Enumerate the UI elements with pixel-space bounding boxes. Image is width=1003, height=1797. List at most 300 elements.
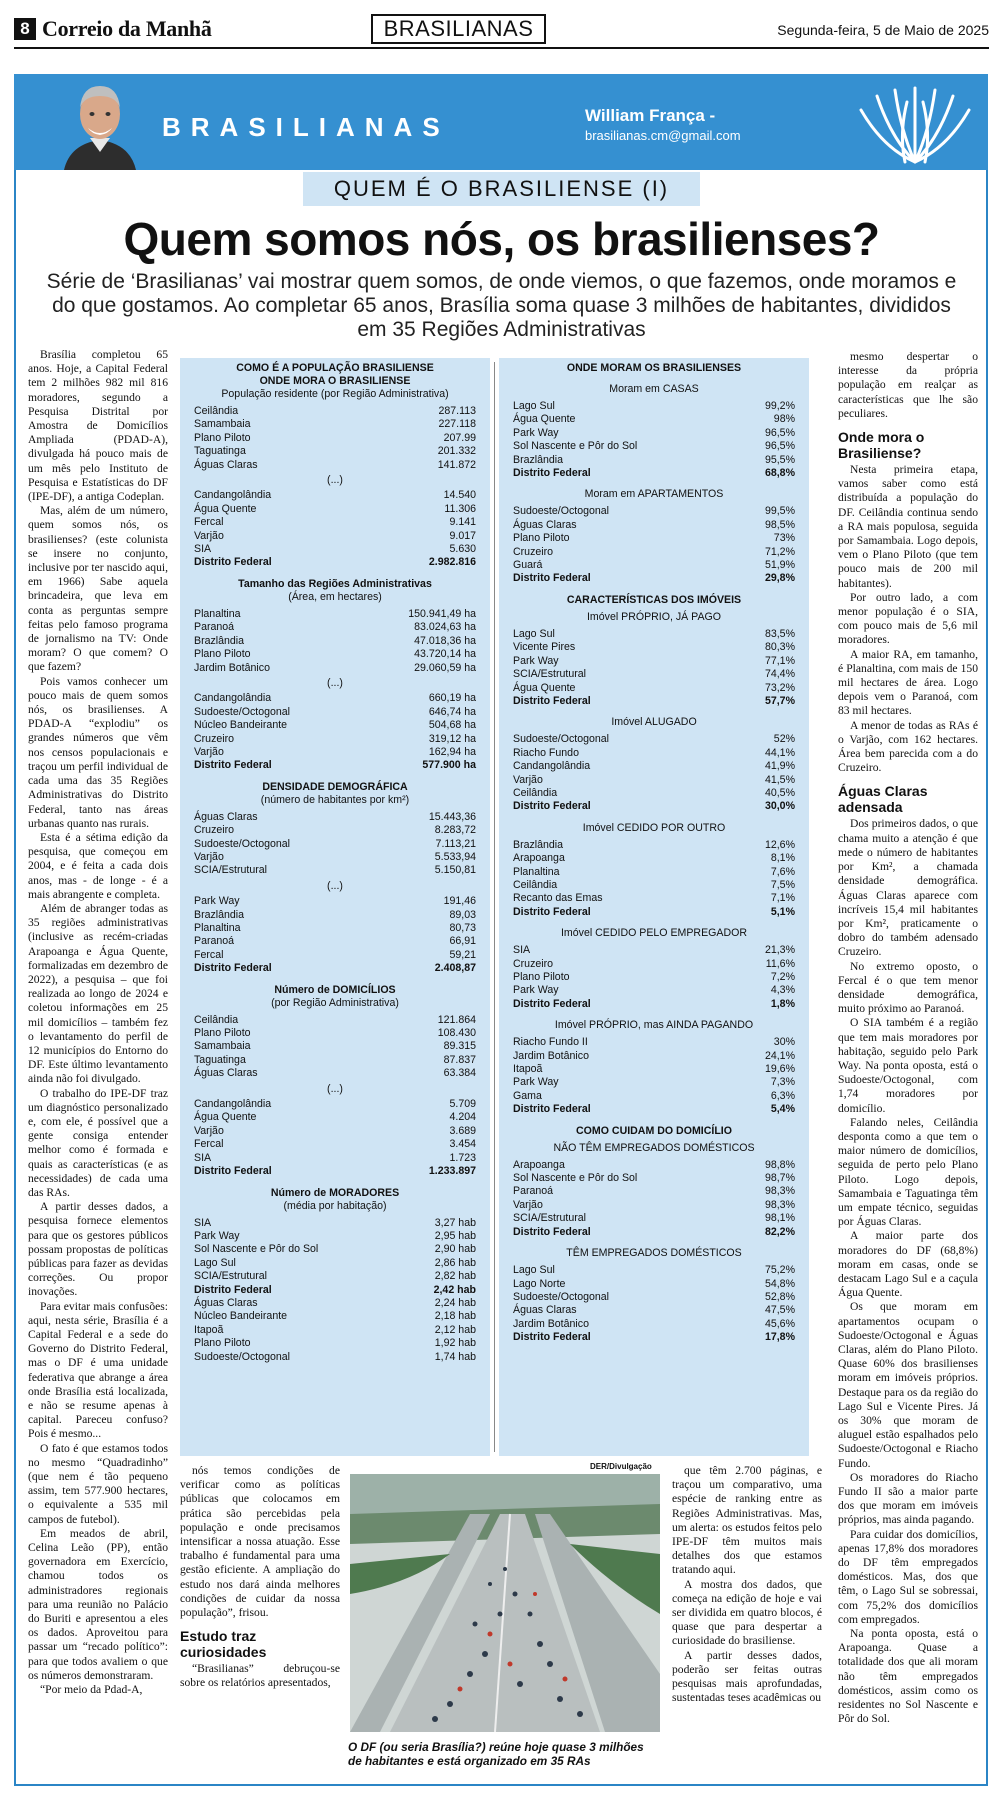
table-row [513, 747, 795, 760]
row-value: 2,90 hab [434, 1243, 476, 1256]
table-row [194, 1054, 476, 1067]
row-value: 2,95 hab [434, 1229, 476, 1242]
table-row [194, 1098, 476, 1111]
row-label: Riacho Fundo II [513, 1036, 588, 1049]
row-value: 80,3% [764, 641, 795, 654]
row-value: 59,21 [449, 948, 476, 961]
paragraph: Em meados de abril, Celina Leão (PP), então governadora em Exercício, chamou todos os administradores regionais para uma reunião no Palácio do Buriti e apresentou a eles os dados. Aproveitou para passar um “recado político”: para que todos avaliem o que os números demonstraram. [28, 1526, 168, 1682]
row-value: 11,6% [765, 957, 795, 970]
row-value: 577.900 ha [422, 759, 476, 772]
stats-table-right [499, 358, 809, 1456]
table-row [194, 516, 476, 529]
row-value: 74,4% [764, 668, 795, 681]
table-row [194, 405, 476, 418]
table-subtitle: NÃO TÊM EMPREGADOS DOMÉSTICOS [553, 1141, 755, 1154]
table-row [194, 489, 476, 502]
row-label: Águas Claras [513, 518, 577, 531]
table-total-row [513, 1103, 795, 1116]
row-value: 82,2% [764, 1225, 795, 1238]
row-label: Paranoá [194, 621, 235, 634]
table-row [513, 655, 795, 668]
kicker: QUEM É O BRASILIENSE (I) [303, 172, 700, 206]
row-value: 2,18 hab [434, 1310, 476, 1323]
paragraph: Por outro lado, a com menor população é o SIA, com pouco mais de 5,6 mil moradores. [838, 590, 978, 647]
subheading: Águas Claras adensada [838, 783, 928, 816]
row-value: 7,3% [770, 1076, 795, 1089]
row-label: Varjão [194, 529, 224, 542]
row-label: Água Quente [513, 413, 576, 426]
row-label: Águas Claras [194, 810, 258, 823]
table-section [513, 822, 795, 919]
row-value: 24,1% [764, 1049, 795, 1062]
table-total-row [194, 962, 476, 975]
deck: Série de ‘Brasilianas’ vai mostrar quem somos, de onde viemos, o que fazemos, onde moramos e do que gostamos. Ao completar 65 anos, Brasília soma quase 3 milhões de habitantes, divididos em 35 Regiões Administrativas [46, 270, 957, 341]
table-total-row [513, 572, 795, 585]
row-label: Paranoá [194, 935, 235, 948]
row-value: 319,12 ha [428, 732, 476, 745]
row-value: 17,8% [764, 1331, 795, 1344]
row-label: Jardim Botânico [513, 1317, 589, 1330]
table-subtitle: (número de habitantes por km²) [260, 793, 410, 806]
table-row [513, 1304, 795, 1317]
row-label: Park Way [513, 426, 559, 439]
table-row [194, 621, 476, 634]
table-row [194, 1243, 476, 1256]
table-section [513, 594, 795, 708]
table-row [194, 1027, 476, 1040]
row-label: Fercal [194, 516, 224, 529]
table-row [513, 546, 795, 559]
row-label: Sudoeste/Octogonal [513, 733, 610, 746]
row-value: 207.99 [443, 431, 476, 444]
table-row [513, 1318, 795, 1331]
photo-credit: DER/Divulgação [590, 1462, 652, 1471]
row-label: Distrito Federal [513, 1103, 591, 1116]
row-label: Ceilândia [513, 878, 558, 891]
row-label: Taguatinga [194, 1053, 246, 1066]
row-label: Planaltina [513, 865, 560, 878]
row-value: 73,2% [764, 681, 795, 694]
row-label: SCIA/Estrutural [194, 864, 268, 877]
row-label: Água Quente [194, 1111, 257, 1124]
row-label: Park Way [513, 654, 559, 667]
row-label: Ceilândia [194, 1013, 239, 1026]
paragraph: Os moradores do Riacho Fundo II são a maior parte dos que moram em imóveis próprios, mas ainda pagando. [838, 1470, 978, 1527]
table-section [194, 578, 476, 773]
row-value: 1,74 hab [434, 1350, 476, 1363]
row-label: Park Way [513, 1076, 559, 1089]
row-value: 504,68 ha [428, 719, 476, 732]
paragraph: A maior RA, em tamanho, é Planaltina, com mais de 150 mil hectares de área. Logo depois vem o Paranoá, com 83 mil hectares. [838, 647, 978, 718]
table-subtitle: (por Região Administrativa) [271, 996, 399, 1009]
paragraph: A maior parte dos moradores do DF (68,8%) moram em casas, onde se destacam Lago Sul e a caçula Água Quente. [838, 1229, 978, 1300]
row-value: 287.113 [438, 405, 476, 417]
paragraph: Falando neles, Ceilândia desponta como a que tem o maior número de domicílios, seguida de perto pelo Plano Piloto. Logo depois, Samambaia e Taguatinga têm um empate técnico, seguidas por Águas Claras. [838, 1115, 978, 1229]
row-value: 5,4% [770, 1103, 795, 1116]
row-label: Ceilândia [194, 405, 239, 417]
row-value: 96,5% [764, 426, 795, 439]
table-total-row [513, 1226, 795, 1239]
row-value: 14.540 [443, 489, 476, 502]
table-row [194, 459, 476, 472]
row-label: Sudoeste/Octogonal [194, 837, 291, 850]
row-value: 99,5% [764, 505, 795, 518]
row-label: SIA [194, 1151, 212, 1164]
table-row [513, 454, 795, 467]
table-subtitle: Imóvel PRÓPRIO, JÁ PAGO [586, 610, 722, 623]
table-row [194, 1152, 476, 1165]
banner-title: BRASILIANAS [162, 112, 450, 142]
row-value: 41,5% [764, 773, 795, 786]
table-row [513, 1212, 795, 1225]
row-value: 98,5% [764, 518, 795, 531]
table-row [513, 944, 795, 957]
table-row [194, 662, 476, 675]
column-banner [14, 74, 988, 170]
row-value: 7.113,21 [435, 837, 476, 850]
row-label: Planaltina [194, 607, 241, 620]
row-value: 40,5% [764, 786, 795, 799]
table-row [513, 1036, 795, 1049]
row-label: SIA [194, 1216, 212, 1229]
row-label: Paranoá [513, 1185, 554, 1198]
row-value: 7,5% [770, 878, 795, 891]
table-subtitle: (Área, em hectares) [288, 590, 382, 603]
row-value: 83,5% [764, 627, 795, 640]
paragraph: Esta é a sétima edição da pesquisa, que começou em 2004, e é feita a cada dois anos, mas - de longe - é a mais abrangente e completa. [28, 830, 168, 901]
row-label: Cruzeiro [513, 545, 554, 558]
paragraph: Nesta primeira etapa, vamos saber como está distribuída a população do DF. Ceilândia continua sendo a RA mais populosa, seguida por Samambaia. Logo depois, vem o Plano Piloto (que tem pouco mais de 200 mil habitantes). [838, 463, 978, 590]
header-rule [14, 47, 989, 49]
row-value: 5.533,94 [434, 850, 476, 863]
table-row [513, 628, 795, 641]
paragraph: nós temos condições de verificar como as políticas públicas que colocamos em prática são percebidas pela população e onde precisamos intensificar a nossa atuação. Esse trabalho é fundamental para uma gestão eficiente. A ampliação do estudo nos dará ainda melhores condições de cuidar da nossa população”, frisou. [180, 1464, 340, 1620]
table-total-row [513, 467, 795, 480]
row-label: Núcleo Bandeirante [194, 719, 288, 732]
table-row [194, 1111, 476, 1124]
table-section [513, 488, 795, 585]
row-value: 21,3% [764, 944, 795, 957]
row-value: 1,92 hab [434, 1337, 476, 1350]
page-header [0, 0, 1003, 48]
table-row [513, 641, 795, 654]
table-section [513, 927, 795, 1011]
ellipsis: (...) [327, 1082, 343, 1095]
newspaper-name: Correio da Manhã [42, 16, 212, 41]
table-section [513, 1019, 795, 1116]
row-label: Varjão [194, 745, 224, 758]
table-total-row [194, 1284, 476, 1297]
row-value: 29.060,59 ha [414, 661, 476, 674]
row-value: 2,12 hab [434, 1323, 476, 1336]
table-row [194, 543, 476, 556]
table-row [194, 935, 476, 948]
row-label: Plano Piloto [194, 431, 251, 444]
row-value: 19,6% [764, 1063, 795, 1076]
row-value: 98,3% [764, 1185, 795, 1198]
row-value: 646,74 ha [428, 705, 476, 718]
row-label: Lago Norte [513, 1277, 566, 1290]
row-label: Candangolândia [194, 1098, 272, 1111]
stats-table-left [180, 358, 490, 1456]
row-label: Taguatinga [194, 445, 246, 458]
row-value: 5,1% [770, 905, 795, 918]
row-value: 121.864 [437, 1013, 476, 1026]
table-row [513, 1172, 795, 1185]
row-value: 83.024,63 ha [414, 621, 476, 634]
row-value: 201.332 [437, 445, 476, 458]
row-value: 89,03 [449, 908, 476, 921]
table-row [513, 519, 795, 532]
row-label: Distrito Federal [513, 800, 591, 813]
row-value: 7,2% [770, 971, 795, 983]
table-row [513, 879, 795, 892]
table-heading: COMO CUIDAM DO DOMICÍLIO [576, 1124, 732, 1137]
row-value: 98,1% [764, 1212, 795, 1225]
table-row [513, 400, 795, 413]
row-label: Sudoeste/Octogonal [513, 1290, 610, 1303]
row-value: 6,3% [770, 1089, 795, 1102]
row-value: 9.017 [449, 529, 476, 542]
row-label: Distrito Federal [513, 572, 591, 585]
article-column-mid-1 [180, 1464, 340, 1691]
row-label: Distrito Federal [513, 905, 591, 918]
row-label: Candangolândia [194, 692, 272, 705]
row-label: Candangolândia [194, 489, 272, 502]
row-label: Cruzeiro [513, 957, 554, 970]
table-row [194, 1310, 476, 1323]
ellipsis: (...) [327, 676, 343, 689]
row-label: Plano Piloto [194, 1337, 251, 1350]
row-label: Distrito Federal [513, 694, 591, 707]
table-row [513, 892, 795, 905]
table-row [194, 503, 476, 516]
table-section [513, 1247, 795, 1344]
row-value: 3,27 hab [434, 1216, 476, 1229]
row-label: Arapoanga [513, 852, 565, 865]
table-row [194, 692, 476, 705]
row-value: 2,82 hab [434, 1270, 476, 1283]
table-total-row [194, 1165, 476, 1178]
table-total-row [513, 906, 795, 919]
table-row [194, 811, 476, 824]
table-subtitle: Imóvel CEDIDO POR OUTRO [582, 821, 726, 834]
row-label: Arapoanga [513, 1158, 565, 1171]
table-section [194, 781, 476, 976]
table-row [513, 559, 795, 572]
row-label: Águas Claras [194, 1296, 258, 1309]
table-title: Número de MORADORES [270, 1186, 400, 1199]
paragraph: Para evitar mais confusões: aqui, nesta série, Brasília é a Capital Federal e a sede do Governo do Distrito Federal, mas o DF é uma unidade federativa que abrange a área onde Brasília está localizada, e não se resume apenas à capital. Pareceu confuso? Pois é mesmo... [28, 1299, 168, 1441]
row-value: 51,9% [764, 559, 795, 572]
row-value: 4,3% [770, 984, 795, 997]
photo-caption: O DF (ou seria Brasília?) reúne hoje quase 3 milhões de habitantes e está organizado em 35 RAs [348, 1740, 644, 1768]
row-label: Fercal [194, 948, 224, 961]
table-row [194, 909, 476, 922]
row-value: 1.233.897 [428, 1165, 476, 1178]
row-value: 162,94 ha [428, 745, 476, 758]
row-label: Sudoeste/Octogonal [513, 505, 610, 518]
table-row [194, 922, 476, 935]
table-row [194, 1270, 476, 1283]
row-label: Brazlândia [513, 453, 564, 466]
row-value: 75,2% [764, 1264, 795, 1277]
table-row [513, 774, 795, 787]
row-value: 150.941,49 ha [408, 607, 476, 620]
table-row [513, 760, 795, 773]
table-row [513, 787, 795, 800]
table-row [513, 413, 795, 426]
row-label: SCIA/Estrutural [194, 1270, 268, 1283]
row-value: 66,91 [449, 935, 476, 948]
table-row [194, 635, 476, 648]
row-value: 45,6% [764, 1317, 795, 1330]
row-label: Lago Sul [513, 400, 555, 412]
paragraph: “Brasilianas” debruçou-se sobre os relatórios apresentados, [180, 1662, 340, 1690]
paragraph: mesmo despertar o interesse da própria população em realçar as características que lhe são peculiares. [838, 350, 978, 420]
row-value: 96,5% [764, 440, 795, 453]
row-label: Jardim Botânico [513, 1049, 589, 1062]
row-value: 47,5% [764, 1304, 795, 1317]
row-label: Brazlândia [194, 908, 245, 921]
row-label: Park Way [194, 1229, 240, 1242]
row-label: Riacho Fundo [513, 746, 579, 759]
row-label: Varjão [513, 1198, 543, 1211]
row-label: Águas Claras [513, 1304, 577, 1317]
row-value: 15.443,36 [428, 810, 476, 823]
table-section [513, 383, 795, 480]
table-title: ONDE MORA O BRASILIENSE [259, 375, 411, 387]
row-label: Plano Piloto [194, 648, 251, 661]
table-subtitle: Moram em CASAS [609, 383, 699, 395]
table-total-row [194, 556, 476, 569]
row-label: Distrito Federal [194, 962, 272, 975]
row-value: 47.018,36 ha [414, 634, 476, 647]
row-label: Itapoã [194, 1323, 224, 1336]
table-row [513, 1159, 795, 1172]
ellipsis: (...) [327, 879, 343, 892]
table-row [513, 440, 795, 453]
row-label: SCIA/Estrutural [513, 1212, 587, 1225]
row-value: 7,1% [770, 892, 795, 905]
row-label: Sudoeste/Octogonal [194, 705, 291, 718]
row-value: 44,1% [764, 746, 795, 759]
row-value: 11.306 [444, 502, 476, 515]
row-value: 87.837 [443, 1053, 476, 1066]
row-value: 77,1% [764, 654, 795, 667]
row-value: 7,6% [770, 865, 795, 878]
row-value: 98,8% [764, 1158, 795, 1171]
row-label: Sol Nascente e Pôr do Sol [194, 1243, 319, 1256]
paragraph: O fato é que estamos todos no mesmo “Quadradinho” (que nem é tão pequeno assim, tem 577.900 hectares, o equivalente a 535 mil campos de futebol). [28, 1441, 168, 1526]
row-label: Candangolândia [513, 760, 591, 773]
row-value: 4.204 [449, 1111, 476, 1124]
row-value: 8.283,72 [434, 824, 476, 837]
row-value: 5.709 [449, 1098, 476, 1111]
table-row [194, 1257, 476, 1270]
table-row [513, 839, 795, 852]
row-label: Lago Sul [513, 1264, 555, 1277]
table-subtitle: Imóvel ALUGADO [611, 716, 697, 729]
ellipsis: (...) [327, 474, 343, 487]
row-label: Águas Claras [194, 458, 258, 471]
article-column-4 [838, 350, 978, 1726]
table-total-row [513, 695, 795, 708]
row-label: Brazlândia [194, 634, 245, 647]
table-row [194, 1337, 476, 1350]
row-label: Fercal [194, 1138, 224, 1151]
row-value: 30,0% [764, 800, 795, 813]
row-label: Núcleo Bandeirante [194, 1310, 288, 1323]
row-label: Distrito Federal [194, 556, 272, 569]
table-row [194, 1217, 476, 1230]
row-value: 29,8% [764, 572, 795, 585]
row-label: Brazlândia [513, 838, 564, 851]
row-value: 5.150,81 [434, 864, 476, 877]
author-email[interactable]: brasilianas.cm@gmail.com [585, 128, 741, 143]
table-row [513, 971, 795, 984]
article-column-1 [28, 348, 168, 1697]
table-row [194, 864, 476, 877]
section-label: BRASILIANAS [371, 14, 546, 44]
table-row [513, 532, 795, 545]
row-label: Lago Sul [513, 627, 555, 640]
author-photo [60, 74, 140, 170]
row-value: 108.430 [437, 1027, 476, 1040]
row-label: Guará [513, 559, 543, 572]
row-label: Cruzeiro [194, 732, 235, 745]
paragraph: O SIA também é a região que tem mais moradores por habitação, seguido pelo Park Way. Na ponta oposta, está o Sudoeste/Octogonal, com 1,74 moradores por domicílio. [838, 1016, 978, 1115]
table-row [513, 984, 795, 997]
row-value: 98,3% [764, 1198, 795, 1211]
row-value: 63.384 [443, 1067, 476, 1080]
table-row [513, 1076, 795, 1089]
row-label: SCIA/Estrutural [513, 668, 587, 681]
page-number: 8 [14, 18, 36, 40]
table-total-row [513, 998, 795, 1011]
table-row [194, 1138, 476, 1151]
table-row [194, 1125, 476, 1138]
table-row [513, 1063, 795, 1076]
table-row [513, 1264, 795, 1277]
row-value: 227.118 [438, 418, 476, 431]
row-label: Lago Sul [194, 1256, 236, 1269]
row-value: 57,7% [764, 694, 795, 707]
table-row [194, 1324, 476, 1337]
row-label: Águas Claras [194, 1067, 258, 1080]
paragraph: Na ponta oposta, está o Arapoanga. Quase a totalidade dos que ali moram não têm empregados domésticos, assim como os residentes no Sol Nascente e Pôr do Sol. [838, 1627, 978, 1726]
row-value: 71,2% [764, 545, 795, 558]
paragraph: Para cuidar dos domicílios, apenas 17,8% dos moradores do DF têm empregados domésticos. Mas, dos que têm, o Lago Sul se sobressai, com 75,2% dos domicílios com empregados. [838, 1527, 978, 1626]
table-heading: CARACTERÍSTICAS DOS IMÓVEIS [566, 593, 742, 606]
article-column-mid-2 [672, 1464, 822, 1705]
table-row [194, 608, 476, 621]
row-label: Plano Piloto [194, 1027, 251, 1040]
paragraph: A partir desses dados, a pesquisa fornece elementos para que os gestores públicos possam propostas de políticas públicas para fazer as devidas correções. Ou propor inovações. [28, 1200, 168, 1299]
row-value: 95,5% [764, 453, 795, 466]
table-row [194, 838, 476, 851]
paragraph: Pois vamos conhecer um pouco mais de quem somos nós, os brasilienses. A PDAD-A “explodiu” os grandes números que vêm nos censos populacionais e traçou um perfil individual de cada uma das 35 Regiões Administrativas do Distrito Federal, tanto nas áreas urbanas quanto nas rurais. [28, 674, 168, 830]
row-label: Sudoeste/Octogonal [194, 1350, 291, 1363]
table-row [194, 1014, 476, 1027]
table-total-row [513, 1331, 795, 1344]
author-name: William França - [585, 106, 716, 125]
paragraph: Mas, além de um número, quem somos nós, os brasilienses? (este colunista se insere no conjunto, inclusive por ter nascido aqui, em 1966) Sabe aquela brincadeira, que leva em conta as perguntas sempre feitas pelo famoso programa de jornalismo na TV: Onde moram? O que comem? O que fazem? [28, 504, 168, 674]
row-value: 1,8% [770, 997, 795, 1010]
row-label: Samambaia [194, 418, 251, 431]
row-label: Varjão [194, 1124, 224, 1137]
row-label: Samambaia [194, 1040, 251, 1053]
